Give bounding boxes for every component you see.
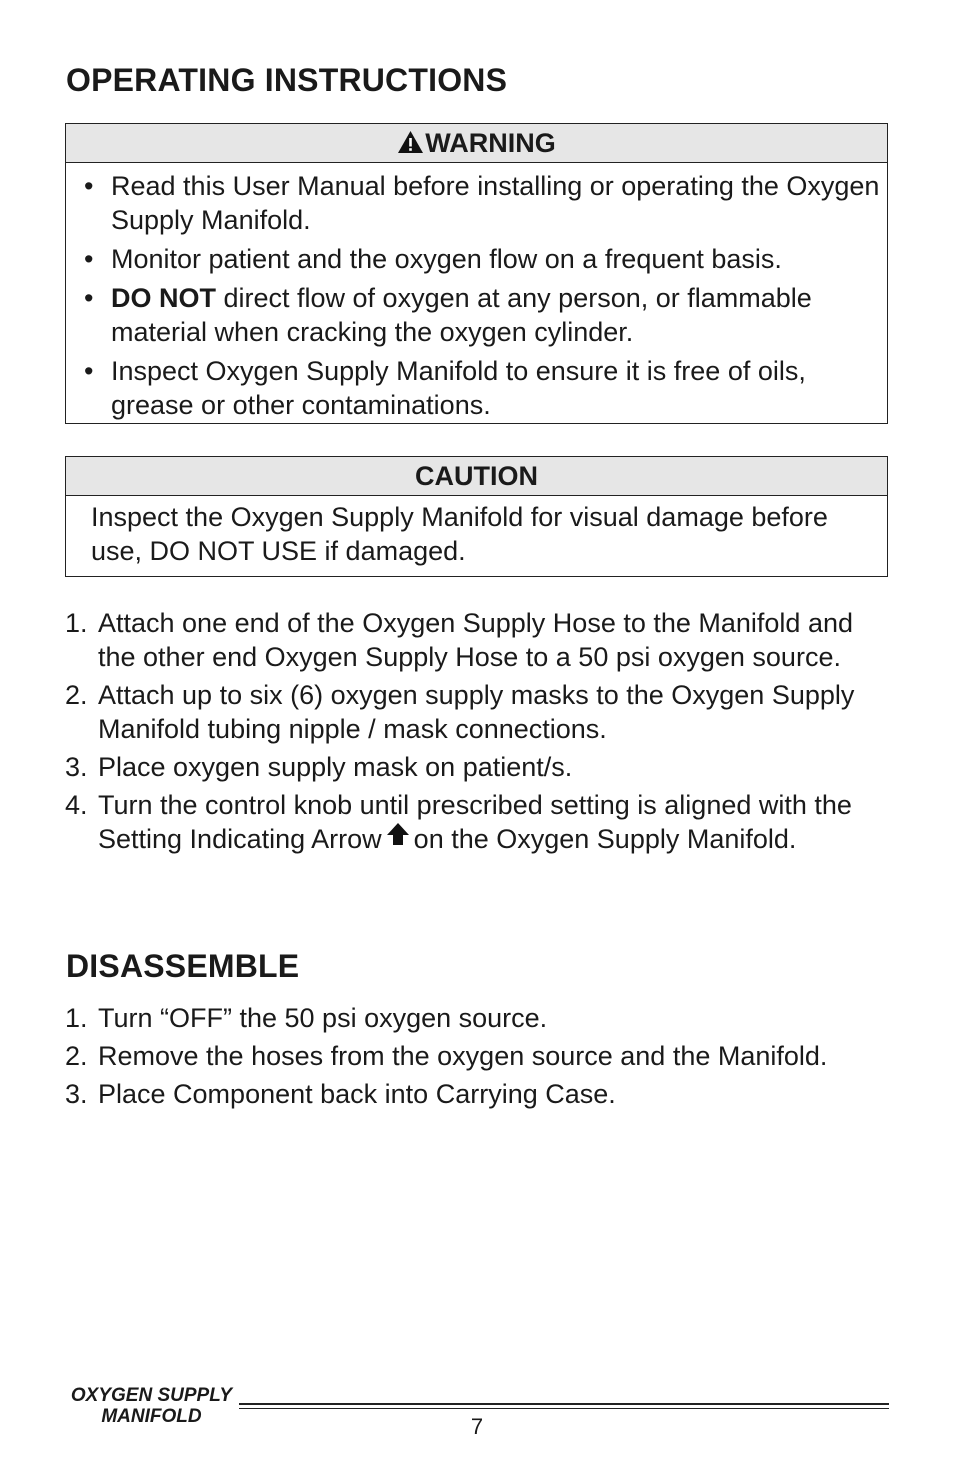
warning-box (65, 123, 888, 424)
step-item: 3. Place oxygen supply mask on patient/s. (65, 752, 573, 782)
warning-item: • Read this User Manual before installing or operating the Oxygen Supply Manifold. (66, 169, 887, 237)
step-item: 4. Turn the control knob until prescribed setting is aligned with the Setting Indicating Arrow on the Oxygen Supply Manifold. (65, 790, 852, 854)
footer-brand (64, 1385, 239, 1427)
footer-brand-line2: MANIFOLD (101, 1406, 202, 1427)
operating-steps (65, 606, 895, 860)
warning-item: • DO NOT direct flow of oxygen at any person, or flammable material when cracking the oxygen cylinder. (66, 281, 887, 349)
step-item: 2. Attach up to six (6) oxygen supply masks to the Oxygen Supply Manifold tubing nipple / mask connections. (65, 680, 855, 744)
step-item: 1. Attach one end of the Oxygen Supply Hose to the Manifold and the other end Oxygen Supply Hose to a 50 psi oxygen source. (65, 608, 853, 672)
warning-item: • Monitor patient and the oxygen flow on a frequent basis. (66, 242, 887, 276)
operating-instructions-title: OPERATING INSTRUCTIONS (66, 62, 508, 98)
disassemble-title: DISASSEMBLE (66, 948, 300, 984)
warning-triangle-icon (397, 130, 424, 154)
step-item: 1. Turn “OFF” the 50 psi oxygen source. (65, 1003, 548, 1033)
step-item: 3. Place Component back into Carrying Case. (65, 1079, 616, 1109)
disassemble-steps (65, 1001, 895, 1115)
warning-header (66, 124, 887, 163)
warning-list (66, 163, 887, 422)
warning-item: • Inspect Oxygen Supply Manifold to ensure it is free of oils, grease or other contaminations. (66, 354, 887, 422)
caution-header: CAUTION (66, 457, 887, 496)
caution-text: Inspect the Oxygen Supply Manifold for visual damage before use, DO NOT USE if damaged. (91, 502, 828, 566)
page-number: 7 (470, 1414, 484, 1439)
footer-brand-line1: OXYGEN SUPPLY (70, 1385, 233, 1406)
warning-header-label: WARNING (425, 128, 556, 158)
caution-box (65, 456, 888, 577)
setting-arrow-icon (386, 822, 410, 846)
footer-rule (239, 1403, 889, 1409)
step-item: 2. Remove the hoses from the oxygen source and the Manifold. (65, 1041, 828, 1071)
